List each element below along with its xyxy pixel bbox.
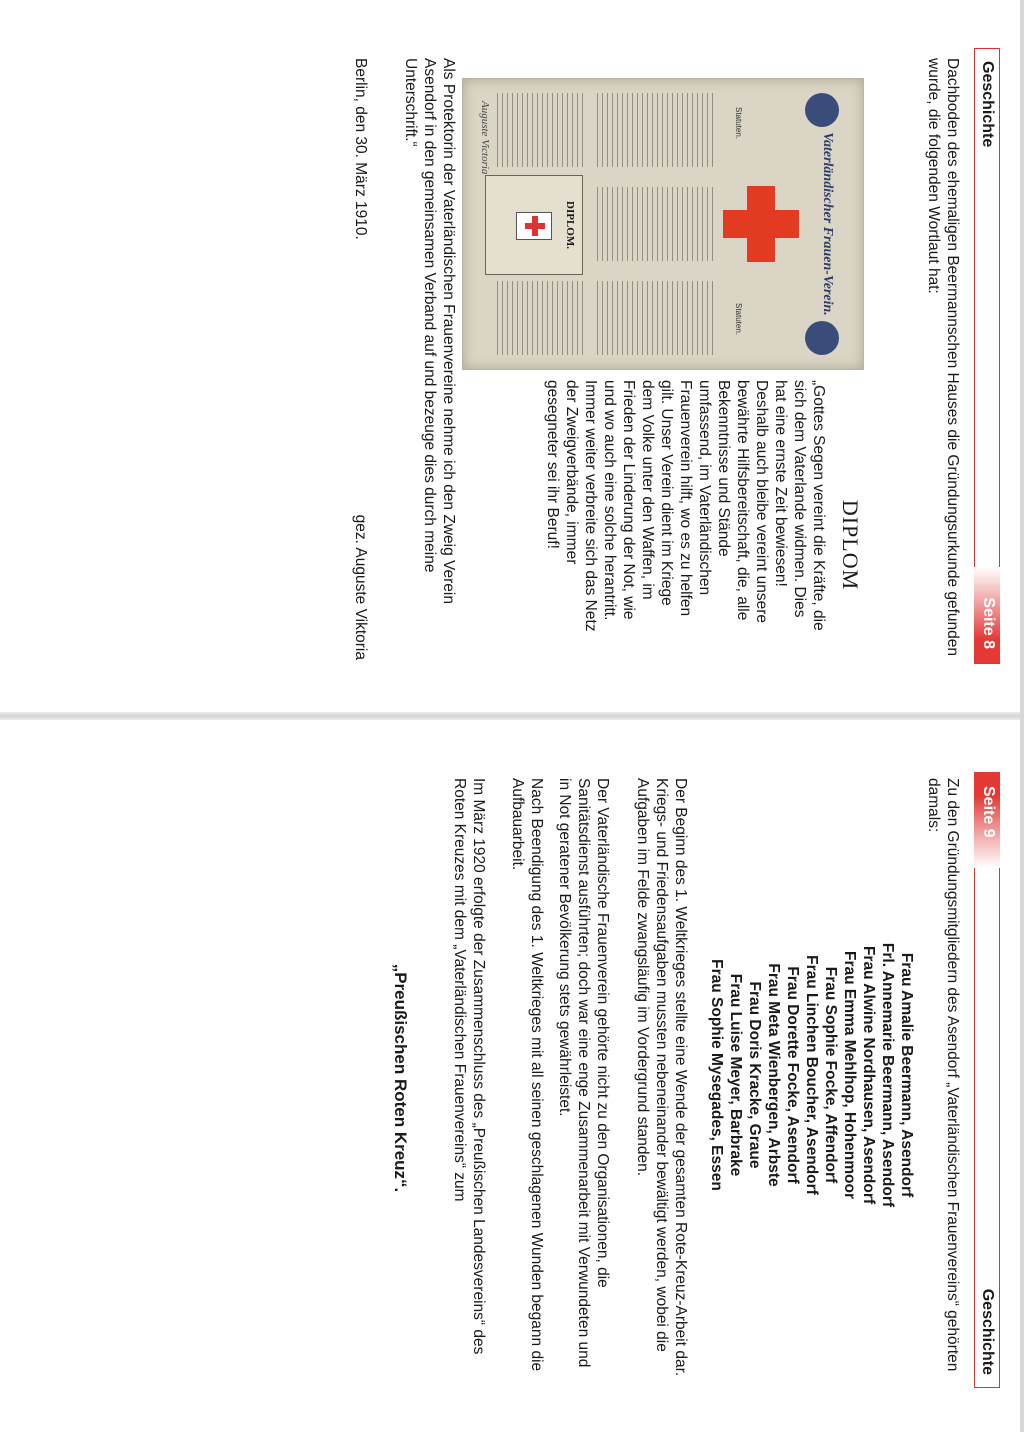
section-title: Geschichte [979, 1288, 996, 1375]
page-number: Seite 9 [974, 772, 1000, 868]
red-cross-icon [747, 186, 775, 262]
poster-diplom-box [485, 175, 583, 275]
section-title: Geschichte [979, 61, 996, 148]
list-item: Frau Sophie Mysegades, Essen [708, 959, 725, 1191]
place-date: Berlin, den 30. März 1910. [352, 58, 369, 240]
founding-document-image [462, 78, 864, 370]
list-item: Frau Doris Kracke, Graue [746, 981, 763, 1169]
list-item: Frau Amalie Beermann, Asendorf [898, 952, 915, 1198]
page-9 [0, 720, 1024, 1432]
poster-diplom-label: DIPLOM. [564, 201, 576, 249]
members-intro: Zu den Gründungsmitgliedern des Asendorf „Vaterländischen Frauenvereins“ gehörten damals: [925, 778, 961, 1372]
page-number: Seite 8 [974, 567, 1000, 663]
poster-text-column [497, 281, 583, 355]
list-item: Frau Dorette Focke, Asendorf [784, 966, 801, 1184]
member-list [707, 910, 916, 1240]
paragraph-3: Nach Beendigung des 1. Weltkrieges mit all seinen geschlagenen Wunden begann die Aufbauarbeit. [509, 778, 545, 1372]
signature-text: gez. Auguste Viktoria [352, 514, 369, 660]
poster-text-column [593, 187, 713, 261]
list-item: Frau Alwine Nordhausen, Asendorf [860, 945, 877, 1205]
diplom-title: DIPLOM [838, 499, 863, 591]
page-fold [0, 712, 1024, 720]
list-item: Frau Sophie Focke, Affendorf [822, 966, 839, 1184]
page-9-header [974, 772, 1000, 1388]
list-item: Frau Meta Wienbergen, Arbste [765, 963, 782, 1187]
poster-text-column [497, 93, 583, 167]
list-item: Frl. Annemarie Beermann, Asendorf [879, 942, 896, 1208]
page-8 [0, 0, 1024, 712]
poster-text-column [593, 93, 713, 167]
intro-text: Dachboden des ehemaligen Beermannschen Hauses die Gründungsurkunde gefunden wurde, die folgenden Wortlaut hat: [925, 58, 961, 657]
diplom-text: „Gottes Segen vereint die Kräfte, die sich dem Vaterlande widmen. Dies hat eine ernste Zeit bewiesen! Deshalb auch bleibe vereint unsere bewährte Hilfsbereitschaft, die, alle Bekenntnisse und Stände umfassend, im Vaterländischen Frauenverein hilft, wo es zu helfen gilt. Unser Verein dient im Kriege dem Volke unter den Waffen, im Frieden der Linderung der Not, wie und wo auch eine solche herantritt. Immer weiter verbreite sich das Netz der Zweigverbände, immer gesegneter sei ihr Beruf! [544, 380, 827, 632]
paragraph-1: Der Beginn des 1. Weltkrieges stellte eine Wende der gesamten Rote-Kreuz-Arbeit dar. Kriegs- und Friedensaufgaben mussten nebeneinander bewältigt werden, wobei die Aufgaben im Felde zwangsläufig im Vordergrund standen. [634, 778, 689, 1377]
poster-text-column [593, 281, 713, 355]
poster-statuten-right: Statuten. [734, 303, 743, 336]
closing-text: „Preußischen Roten Kreuz“. [391, 963, 410, 1193]
list-item: Frau Linchen Boucher, Asendorf [803, 955, 820, 1195]
protektorin-text: Als Protektorin der Vaterländischen Frauenvereine nehme ich den Zweig Verein Asendorf in den gemeinsamen Verband auf und bezeuge dies durch meine Unterschrift.“ [402, 58, 457, 604]
poster-statuten-left: Statuten. [734, 107, 743, 140]
poster-banner: Vaterländischer Frauen-Verein. [820, 132, 835, 316]
list-item: Frau Emma Mehlhop, Hohenmoor [841, 950, 858, 1199]
paragraph-4: Im März 1920 erfolgte der Zusammenschluss des „Preußischen Landesvereins“ des Roten Kreuzes mit dem „Vaterländischen Frauenvereins“ zum [451, 778, 487, 1355]
paragraph-2: Der Vaterländische Frauenverein gehörte nicht zu den Organisationen, die Sanitätsdienst ausführten; doch war eine enge Zusammenarbeit mit Verwundeten und in Not geratener Bevölkerung stets gewährleistet. [556, 778, 611, 1368]
poster-signature: Auguste Victoria [479, 101, 491, 175]
red-cross-emblem-icon [516, 212, 552, 240]
page-8-header [974, 48, 1000, 664]
list-item: Frau Luise Meyer, Barbrake [727, 973, 744, 1177]
